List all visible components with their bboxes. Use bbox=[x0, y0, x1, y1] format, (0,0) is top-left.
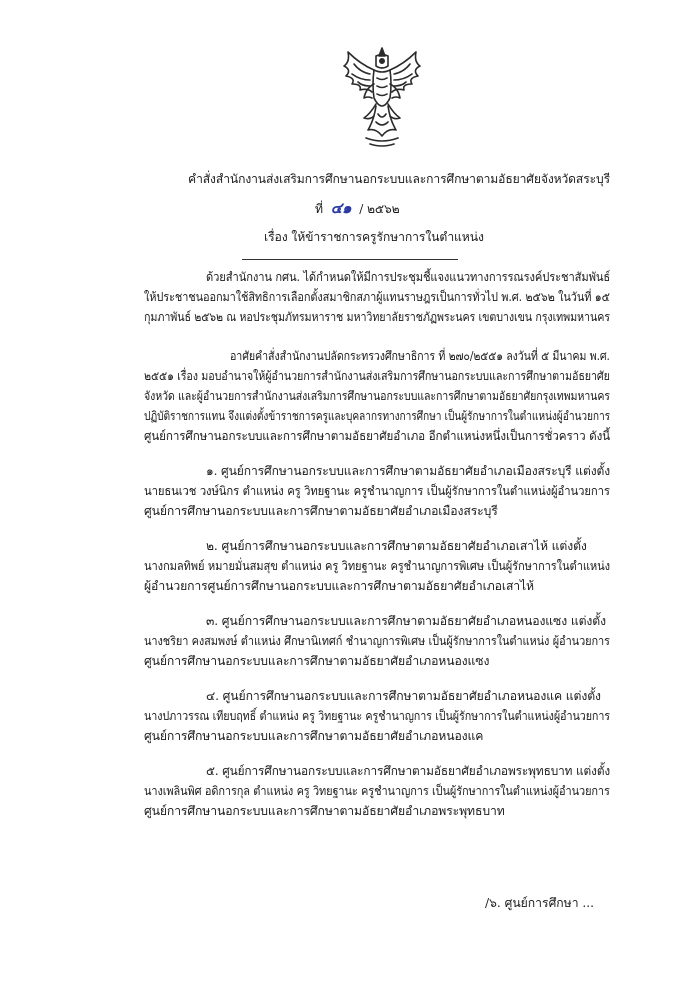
order-number-handwritten: ๔๑ bbox=[330, 199, 352, 217]
document-subject: เรื่อง ให้ข้าราชการครูรักษาการในตำแหน่ง bbox=[264, 230, 484, 244]
body-line: ให้ประชาชนออกมาใช้สิทธิการเลือกตั้งสมาชิกสภาผู้แทนราษฎรเป็นการทั่วไป พ.ศ. ๒๕๖๒ ในวันที่ ๑๕ bbox=[144, 290, 610, 304]
body-line: ศูนย์การศึกษานอกระบบและการศึกษาตามอัธยาศัยอำเภอหนองแค bbox=[144, 729, 484, 743]
garuda-emblem-icon bbox=[330, 44, 434, 150]
body-line: ๒. ศูนย์การศึกษานอกระบบและการศึกษาตามอัธยาศัยอำเภอเสาไห้ แต่งตั้ง bbox=[206, 539, 587, 553]
body-line: นางเพลินพิศ อดิการกุล ตำแหน่ง ครู วิทยฐานะ ครูชำนาญการ เป็นผู้รักษาการในตำแหน่งผู้อำนวยการ bbox=[144, 784, 610, 798]
body-line: กุมภาพันธ์ ๒๕๖๒ ณ หอประชุมภัทรมหาราช มหาวิทยาลัยราชภัฏพระนคร เขตบางเขน กรุงเทพมหานคร bbox=[144, 310, 610, 324]
body-line: ศูนย์การศึกษานอกระบบและการศึกษาตามอัธยาศัยอำเภอ อีกตำแหน่งหนึ่งเป็นการชั่วคราว ดังนี้ bbox=[144, 429, 611, 443]
body-line: จังหวัด และผู้อำนวยการสำนักงานส่งเสริมการศึกษานอกระบบและการศึกษาตามอัธยาศัยกรุงเทพมหานคร bbox=[144, 389, 610, 403]
body-line: ศูนย์การศึกษานอกระบบและการศึกษาตามอัธยาศัยอำเภอพระพุทธบาท bbox=[144, 804, 505, 818]
body-line: ศูนย์การศึกษานอกระบบและการศึกษาตามอัธยาศัยอำเภอหนองแซง bbox=[144, 654, 490, 668]
order-number-prefix: ที่ bbox=[315, 202, 323, 216]
body-line: ผู้อำนวยการศูนย์การศึกษานอกระบบและการศึกษาตามอัธยาศัยอำเภอเสาไห้ bbox=[144, 579, 534, 593]
body-line: นางกมลทิพย์ หมายมั่นสมสุข ตำแหน่ง ครู วิทยฐานะ ครูชำนาญการพิเศษ เป็นผู้รักษาการในตำแหน่ง bbox=[144, 559, 610, 573]
body-line: ๔. ศูนย์การศึกษานอกระบบและการศึกษาตามอัธยาศัยอำเภอหนองแค แต่งตั้ง bbox=[206, 689, 601, 703]
document-title: คำสั่งสำนักงานส่งเสริมการศึกษานอกระบบและการศึกษาตามอัธยาศัยจังหวัดสระบุรี bbox=[188, 172, 610, 186]
continuation-note: /๖. ศูนย์การศึกษา ... bbox=[485, 896, 595, 910]
body-line: ๒๕๕๑ เรื่อง มอบอำนาจให้ผู้อำนวยการสำนักงานส่งเสริมการศึกษานอกระบบและการศึกษาตามอัธยาศัย bbox=[144, 369, 610, 383]
body-line: นายธนเวช วงษ์นิกร ตำแหน่ง ครู วิทยฐานะ ครูชำนาญการ เป็นผู้รักษาการในตำแหน่งผู้อำนวยการ bbox=[144, 484, 610, 498]
body-line: ปฏิบัติราชการแทน จึงแต่งตั้งข้าราชการครูและบุคลากรทางการศึกษา เป็นผู้รักษาการในตำแหน่งผู้อำนวยการ bbox=[144, 409, 610, 423]
title-divider bbox=[242, 259, 458, 260]
body-line: นางชริยา คงสมพงษ์ ตำแหน่ง ศึกษานิเทศก์ ชำนาญการพิเศษ เป็นผู้รักษาการในตำแหน่ง ผู้อำนวยการ bbox=[144, 634, 610, 648]
order-number bbox=[315, 200, 400, 217]
body-line: ๕. ศูนย์การศึกษานอกระบบและการศึกษาตามอัธยาศัยอำเภอพระพุทธบาท แต่งตั้ง bbox=[206, 764, 611, 778]
body-line: อาศัยคำสั่งสำนักงานปลัดกระทรวงศึกษาธิการ ที่ ๒๗๐/๒๕๕๑ ลงวันที่ ๕ มีนาคม พ.ศ. bbox=[230, 349, 610, 363]
body-line: ศูนย์การศึกษานอกระบบและการศึกษาตามอัธยาศัยอำเภอเมืองสระบุรี bbox=[144, 504, 498, 518]
body-line: นางปภาวรรณ เทียบฤทธิ์ ตำแหน่ง ครู วิทยฐานะ ครูชำนาญการ เป็นผู้รักษาการในตำแหน่งผู้อำนวยการ bbox=[144, 709, 611, 723]
body-line: ๓. ศูนย์การศึกษานอกระบบและการศึกษาตามอัธยาศัยอำเภอหนองแซง แต่งตั้ง bbox=[206, 614, 606, 628]
body-line: ๑. ศูนย์การศึกษานอกระบบและการศึกษาตามอัธยาศัยอำเภอเมืองสระบุรี แต่งตั้ง bbox=[206, 464, 611, 478]
order-number-year: / ๒๕๖๒ bbox=[359, 202, 400, 216]
body-line: ด้วยสำนักงาน กศน. ได้กำหนดให้มีการประชุมชี้แจงแนวทางการรณรงค์ประชาสัมพันธ์ bbox=[206, 270, 611, 284]
